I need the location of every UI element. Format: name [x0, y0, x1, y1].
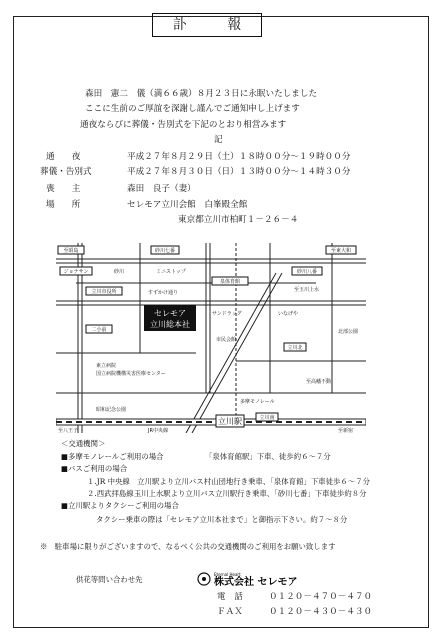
- notice-line-3: 通夜ならびに葬儀・告別式を下記のとおり相営みます: [80, 120, 287, 130]
- railway-line: [56, 419, 366, 425]
- monorail-header: ■多摩モノレールご利用の場合: [61, 452, 164, 461]
- map-label-tachikawa-minami: 立川南: [259, 415, 275, 421]
- map-label-akishima: 至昭島: [63, 248, 79, 254]
- bus-header: ■バスご利用の場合: [61, 464, 128, 473]
- station-label: 立川駅: [218, 417, 242, 426]
- map-label-sundrug: サンドラッグ: [212, 311, 242, 317]
- map-label-takahata: 至高幡不動: [306, 379, 332, 385]
- tel-number: ０１２０－４７０－４７０: [269, 592, 373, 602]
- notice-line-2: ここに生前のご厚誼を深謝し謹んでご通知申し上げます: [85, 104, 300, 114]
- detail-label-wake: 通 夜: [46, 152, 81, 162]
- map-label-sunagawa8: 砂川八番: [296, 269, 318, 275]
- contact-prompt: 供花等問い合わせ先: [76, 575, 143, 584]
- company-logo: [196, 569, 336, 589]
- map-label-ministop: ミニストップ: [156, 269, 186, 275]
- detail-value-wake: 平成２７年８月２９日（土）１８時００分～１９時００分: [127, 152, 351, 162]
- tel-label: 電 話: [217, 592, 243, 602]
- access-map: [56, 243, 366, 433]
- map-label-disaster-center: 国立病院機構災害医療センター: [96, 371, 166, 377]
- map-label-north-park: 北部公園: [338, 329, 359, 335]
- fax-label: ＦＡＸ: [217, 607, 243, 617]
- map-label-tokyo-hospital: 東立病院: [96, 363, 117, 369]
- transport-header: ＜交通機関＞: [61, 439, 106, 448]
- notice-line-1: 森田 憲二 儀（満６６歳）８月２３日に永眠いたしました: [85, 89, 318, 99]
- map-label-shinjuku: 至新宿: [338, 428, 354, 433]
- map-label-izumi-gym: 泉体育館: [219, 279, 241, 285]
- map-label-sunagawa7: 砂川七番: [154, 248, 176, 254]
- parking-note: ※ 駐車場に限りがございますので、なるべく公共の交通機関のご利用をお願い致します: [40, 542, 336, 551]
- map-label-showa-park: 昭和記念公園: [96, 407, 127, 413]
- map-label-hachioji: 至八王子: [58, 428, 79, 433]
- map-label-civic-hall: 市民会館: [216, 337, 237, 343]
- company-small-text: Eternal Heart: [214, 572, 241, 577]
- detail-label-chief-mourner: 喪 主: [46, 184, 81, 194]
- detail-label-funeral: 葬儀・告別式: [40, 167, 92, 177]
- detail-value-venue: セレモア立川会館 白峯殿全館: [127, 200, 248, 210]
- taxi-header: ■立川駅よりタクシーご利用の場合: [61, 501, 179, 510]
- detail-value-funeral: 平成２７年８月３０日（日）１３時００分～１４時３０分: [127, 167, 351, 177]
- venue-address: 東京都立川市柏町１－２６－４: [178, 215, 299, 225]
- page-title: 訃 報: [152, 13, 262, 37]
- map-label-inageya: いなげや: [278, 311, 299, 317]
- venue-name-2: 立川総本社: [150, 320, 190, 329]
- map-label-tamagawa-josui: 至玉川上水: [294, 287, 320, 293]
- map-label-jonathan: ジョナサン: [63, 269, 89, 275]
- fax-number: ０１２０－４３０－４３０: [269, 607, 373, 617]
- map-label-jr-chuo: JR中央線: [148, 428, 168, 433]
- ki-mark: 記: [214, 135, 223, 145]
- bus-line-2: ２.西武拝島線玉川上水駅より立川バス立川駅行き乗車、「砂川七番」下車徒歩約８分: [87, 489, 367, 498]
- map-label-monorail: 多摩モノレール: [240, 399, 275, 405]
- map-label-suzukake: すずかけ通り: [148, 290, 179, 296]
- bus-line-1: １.JR 中央線 立川駅より立川バス村山団地行き乗車、「泉体育館」下車徒歩６～７分: [87, 477, 370, 486]
- map-label-tachikawa-kita: 立川北: [287, 345, 303, 351]
- detail-value-chief-mourner: 森田 良子（妻）: [127, 184, 196, 194]
- map-label-city-hall: 立川市役所: [91, 289, 117, 295]
- company-name: 株式会社 セレモア: [214, 577, 298, 588]
- venue-name-1: セレモア: [154, 309, 186, 318]
- monorail-text: 「泉体育館駅」下車、徒歩約６～７分: [205, 452, 331, 461]
- map-label-nisho-mae: 二小前: [91, 327, 107, 333]
- map-label-higashiyamato: 至東大和: [330, 248, 352, 254]
- detail-label-venue: 場 所: [46, 200, 81, 210]
- taxi-text: タクシー乗車の際は「セレモア立川本社まで」と御指示下さい。約７～８分: [96, 515, 348, 524]
- map-label-sunagawa: 砂川: [114, 269, 125, 275]
